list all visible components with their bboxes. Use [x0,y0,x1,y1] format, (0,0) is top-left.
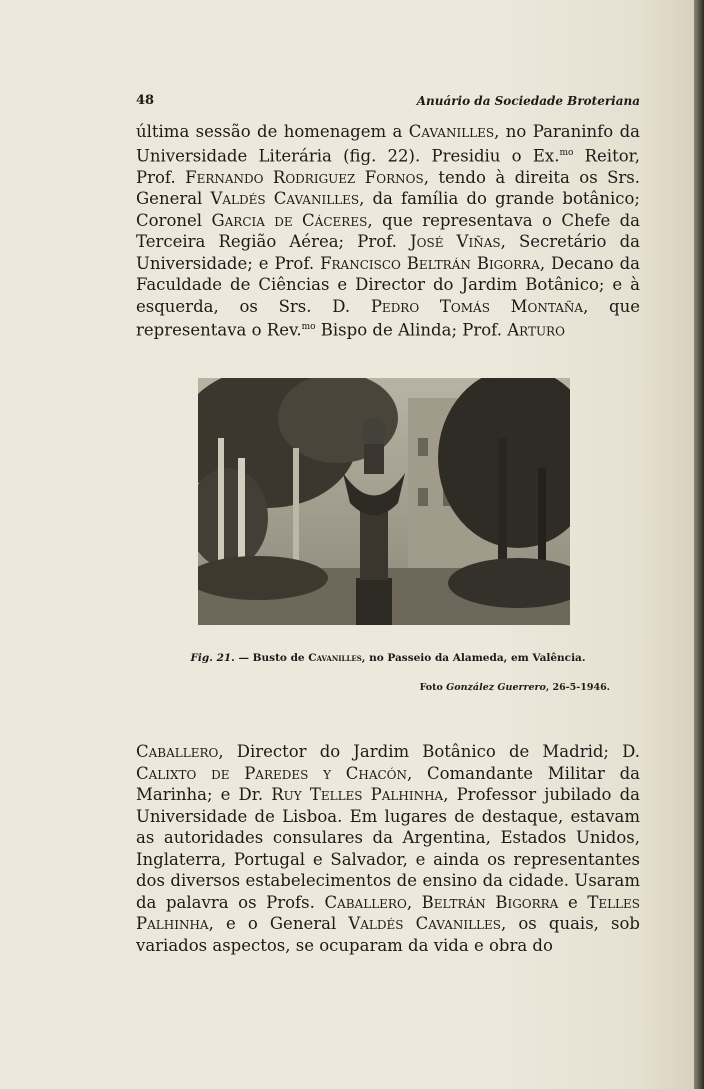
running-header [136,93,640,111]
page-number: 48 [136,93,155,108]
photo-credit: Foto González Guerrero, 26-5-1946. [419,682,610,693]
figure-caption: Fig. 21. — Busto de Cavanilles, no Passeio da Alameda, em Valência. [190,652,586,664]
person-name: Valdés Cavanilles [348,914,501,933]
running-title: Anuário da Sociedade Broteriana [416,94,640,108]
person-name: Pedro Tomás Montaña [370,296,584,316]
person-name: Arturo [507,320,565,340]
person-name: José Viñas [410,232,501,251]
figure-photo [198,378,570,625]
person-name: Caballero [324,892,407,912]
paragraph-bottom: Caballero, Director do Jardim Botânico de Madrid; D. Calixto de Paredes y Chacón, Comandante Militar da Marinha; e Dr. Ruy Telles Palhinha, Professor jubilado da Universidade de Lisboa. Em lugares de destaque, estavam as autoridades consulares da Argentina, Estados Unidos, Inglaterra, Portugal e Salvador, e ainda os representantes dos diversos estabelecimentos de ensino da cidade. Usaram da palavra os Profs. Caballero, Beltrán Bigorra e Telles Palhinha, e o General Valdés Cavanilles, os quais, sob variados aspectos, se ocuparam da vida e obra do [136,742,640,955]
person-name: Valdés Cavanilles [210,189,360,208]
person-name: Francisco Beltrán Bigorra [320,253,540,273]
person-name: Garcia de Cáceres [211,210,368,230]
person-name: Cavanilles [408,122,495,141]
person-name: Beltrán Bigorra [421,892,559,912]
paragraph-top: última sessão de homenagem a Cavanilles, no Paraninfo da Universidade Literária (fig. 22). Presidiu o Ex.$^{mo}$ Reitor, Prof. Fernando Rodriguez Fornos, tendo à direita os Srs. General Valdés Cavanilles, da família do grande botânico; Coronel Garcia de Cáceres, que representava o Chefe da Terceira Região Aérea; Prof. José Viñas, Secretário da Universidade; e Prof. Francisco Beltrán Bigorra, Decano da Faculdade de Ciências e Director do Jardim Botânico; e à esquerda, os Srs. D. Pedro Tomás Montaña, que representava o Rev.$^{mo}$ Bispo de Alinda; Prof. Arturo [136,122,641,340]
person-name: Caballero [136,742,219,761]
person-name: Ruy Telles Palhinha [271,785,444,804]
page-edge-shadow [694,0,704,1089]
person-name: Fernando Rodriguez Fornos [185,167,424,187]
person-name: Calixto de Paredes y Chacón [136,763,408,783]
person-name: Telles Palhinha [136,892,640,933]
